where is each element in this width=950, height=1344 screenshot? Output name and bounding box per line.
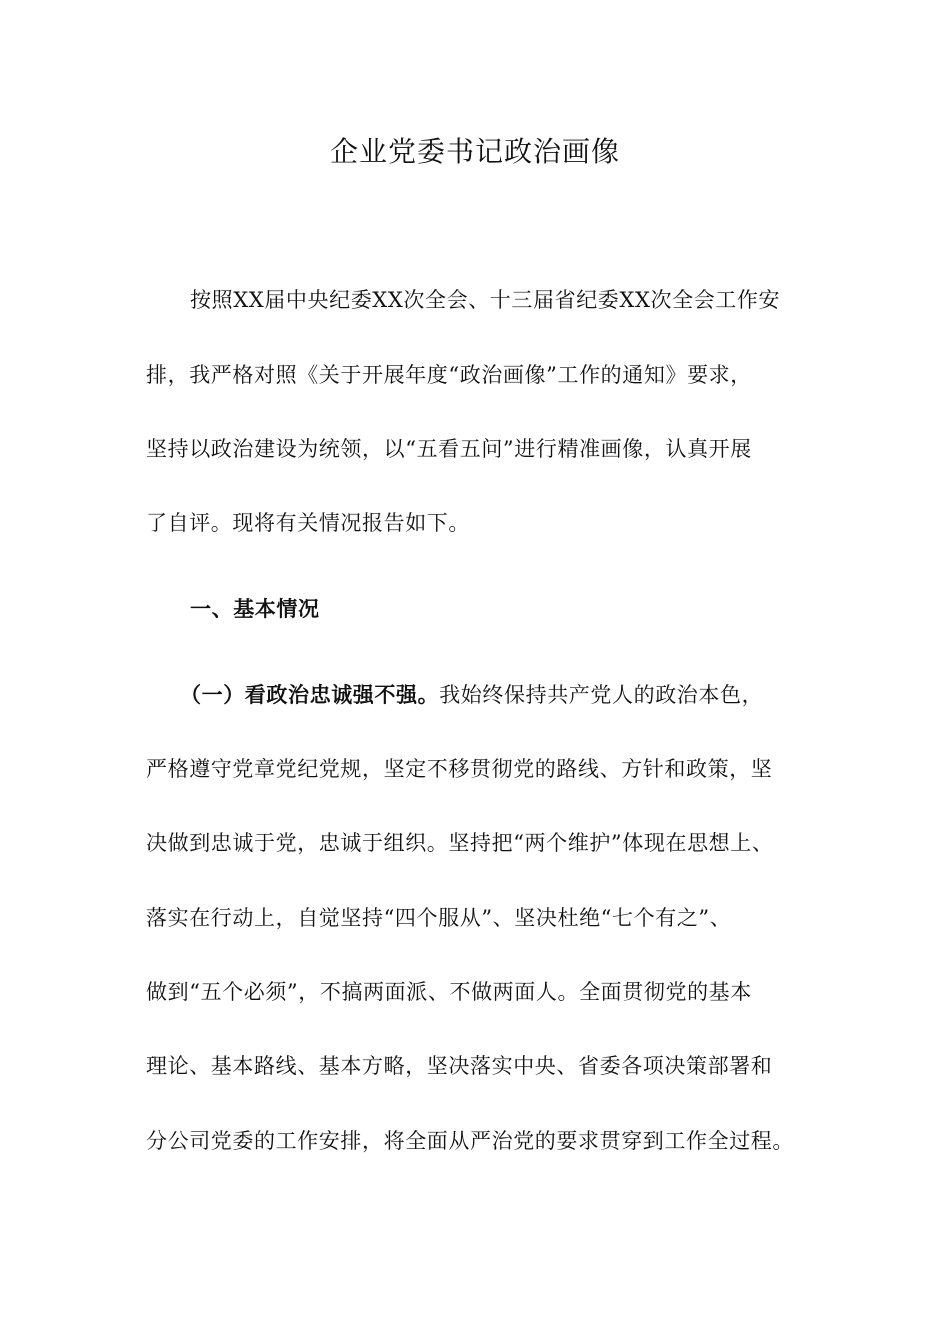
intro-line-2: 排，我严格对照《关于开展年度“政治画像”工作的通知》要求， [146, 363, 752, 387]
subsection-lead: （一）看政治忠诚强不强。 [180, 683, 440, 707]
section-heading: 一、基本情况 [190, 597, 320, 621]
subsection-line-3: 决做到忠诚于党，忠诚于组织。坚持把“两个维护”体现在思想上、 [146, 831, 774, 855]
document-title: 企业党委书记政治画像 [329, 135, 620, 168]
intro-line-3: 坚持以政治建设为统领，以“五看五问”进行精准画像，认真开展 [146, 437, 752, 461]
subsection-first-line-rest: 我始终保持共产党人的政治本色， [439, 683, 764, 707]
subsection-line-7: 分公司党委的工作安排，将全面从严治党的要求贯穿到工作全过程。 [146, 1129, 794, 1153]
intro-line-4: 了自评。现将有关情况报告如下。 [146, 511, 470, 535]
subsection-line-4: 落实在行动上，自觉坚持“四个服从”、坚决杜绝“七个有之”、 [146, 906, 732, 930]
subsection-line-5: 做到“五个必须”，不搞两面派、不做两面人。全面贯彻党的基本 [146, 980, 752, 1004]
intro-line-1: 按照XX届中央纪委XX次全会、十三届省纪委XX次全会工作安 [190, 288, 781, 312]
subsection-line-2: 严格遵守党章党纪党规，坚定不移贯彻党的路线、方针和政策，坚 [146, 757, 773, 781]
subsection-first-line [180, 678, 860, 712]
subsection-line-6: 理论、基本路线、基本方略，坚决落实中央、省委各项决策部署和 [146, 1054, 773, 1078]
